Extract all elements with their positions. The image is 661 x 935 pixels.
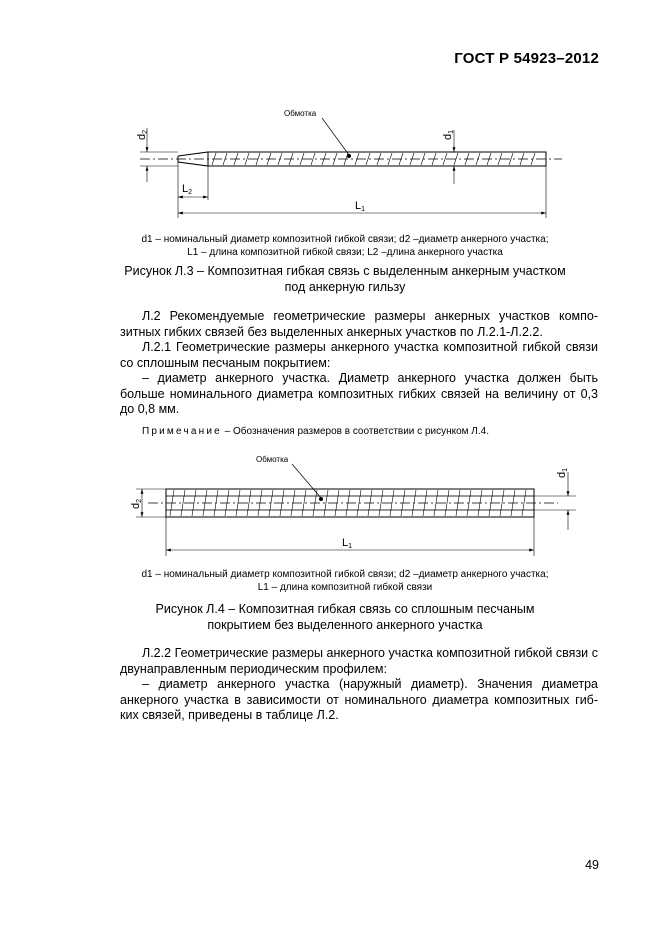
- figure-l4-caption: Рисунок Л.4 – Композитная гибкая связь со сплошным песчаным покрытием без выделенного анкерного участка: [155, 602, 535, 632]
- figure-l3-drawing: [0, 0, 661, 230]
- figure-l3-legend: d1 – номинальный диаметр композитной гибкой связи; d2 –диаметр анкерного участка; L1 – длина композитной гибкой связи; L2 –длина анкерного участка: [141, 234, 549, 258]
- winding-label: Обмотка: [284, 109, 317, 118]
- figure-l4-legend: d1 – номинальный диаметр композитной гибкой связи; d2 –диаметр анкерного участка; L1 – длина композитной гибкой связи: [141, 569, 549, 593]
- document-code: ГОСТ Р 54923–2012: [454, 50, 599, 67]
- winding-hatch: [214, 490, 218, 516]
- d1-label: d1: [442, 129, 455, 140]
- note: [120, 425, 598, 438]
- L1-label: L1: [355, 200, 366, 213]
- winding-hatch: [476, 153, 480, 165]
- figure-l4-drawing: [0, 445, 661, 575]
- paragraph: – диаметр анкерного участка (наружный диаметр). Значения диаметра анкерного участка в зависимости от номинального диаметра композитных гиб-ких связей, приведены в таблице Л.2.: [120, 677, 598, 722]
- d1-label: d1: [556, 467, 569, 478]
- winding-hatch: [278, 153, 282, 165]
- paragraph: Л.2.2 Геометрические размеры анкерного участка композитной гибкой связи с двунаправленным периодическим профилем:: [120, 646, 598, 676]
- winding-label: Обмотка: [256, 455, 289, 464]
- L1-label: L1: [342, 537, 353, 550]
- section-l2-text: [120, 309, 598, 418]
- d2-label: d2: [136, 129, 149, 140]
- page-number: 49: [585, 858, 599, 872]
- figure-l3-caption: Рисунок Л.3 – Композитная гибкая связь с выделенным анкерным участком под анкерную гильзу: [124, 264, 566, 294]
- paragraph: Л.2 Рекомендуемые геометрические размеры анкерных участков компо-зитных гибких связей без выделенных анкерных участков по Л.2.1-Л.2.2.: [120, 309, 598, 339]
- note-label: Примечание: [142, 426, 222, 437]
- note-text: – Обозначения размеров в соответствии с рисунком Л.4.: [221, 426, 489, 437]
- section-l22-text: [120, 646, 598, 724]
- d2-label: d2: [130, 498, 143, 509]
- winding-hatch: [412, 490, 416, 516]
- paragraph: – диаметр анкерного участка. Диаметр анкерного участка должен быть больше номинального диаметра композитных гибких связей на величину от 0,3 до 0,8 мм.: [120, 371, 598, 416]
- L2-label: L2: [182, 183, 193, 196]
- paragraph: Л.2.1 Геометрические размеры анкерного участка композитной гибкой связи со сплошным песчаным покрытием:: [120, 340, 598, 370]
